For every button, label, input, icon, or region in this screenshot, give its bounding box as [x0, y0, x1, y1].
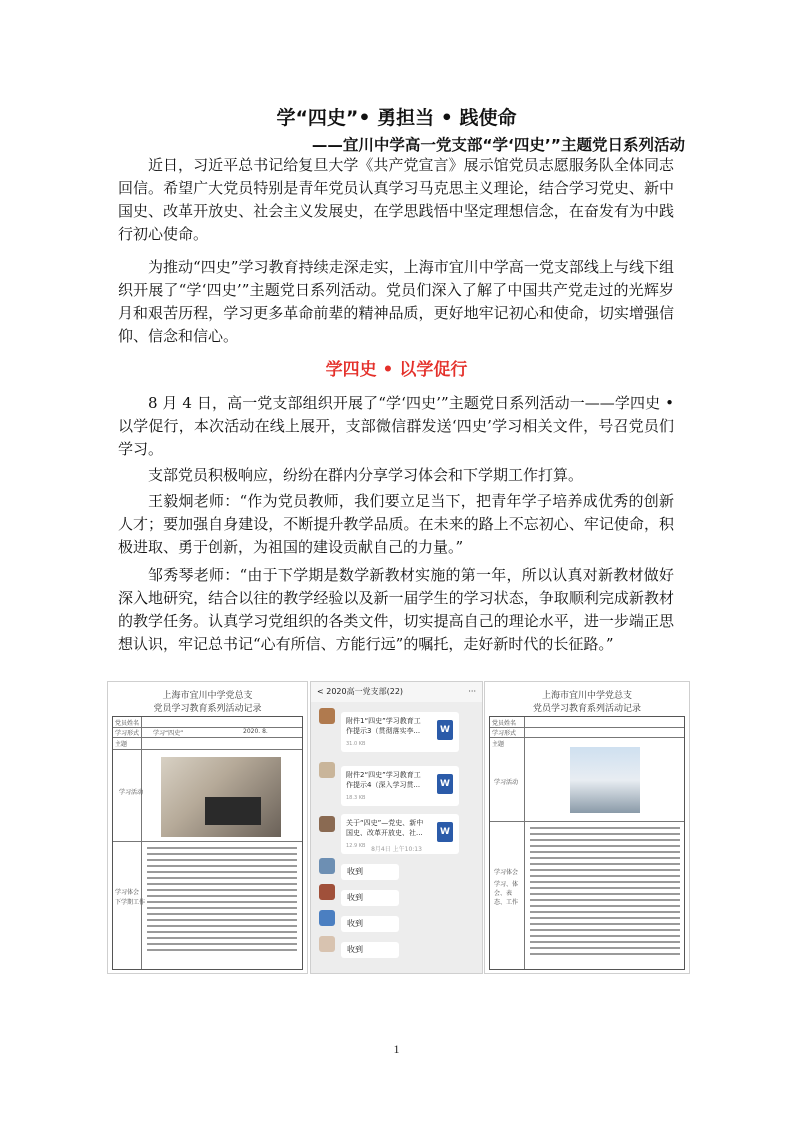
record-header-1: 上海市宜川中学党总支 — [162, 691, 253, 701]
word-file-icon: W — [437, 822, 453, 842]
activity-record-image-1 — [107, 681, 308, 974]
avatar — [319, 910, 335, 926]
avatar — [319, 762, 335, 778]
skyline-photo — [570, 747, 640, 813]
file-size: 31.0 KB — [346, 741, 366, 747]
file-name: 附件1“四史”学习教育工作提示3（贯彻落实李... — [346, 717, 421, 735]
record-header-2: 党员学习教育系列活动记录 — [153, 704, 262, 714]
word-file-icon: W — [437, 774, 453, 794]
cell-reflection-label: 学习体会 — [115, 889, 140, 896]
record-header-2: 党员学习教育系列活动记录 — [532, 704, 641, 714]
activity-paragraph: 8 月 4 日，高一党支部组织开展了“学‘四史’”主题党日系列活动一——学四史 • 以学促行，本次活动在线上展开，支部微信群发送‘四史’学习相关文件，号召党员们学习。 — [118, 394, 674, 458]
reply-message — [319, 884, 479, 910]
reply-bubble: 收到 — [341, 864, 399, 880]
cell-activity-label: 学习活动 — [494, 779, 519, 786]
cell-plan-label: 下学期工作 — [115, 899, 146, 906]
avatar — [319, 816, 335, 832]
text-lines — [530, 827, 680, 959]
chat-title: < 2020高一党支部(22) — [317, 687, 404, 696]
intro-paragraph: 近日，习近平总书记给复旦大学《共产党宣言》展示馆党员志愿服务队全体同志回信。希望广大党员特别是青年党员认真学习马克思主义理论，结合学习党史、新中国史、改革开放史、社会主义发展史，在学思践悟中坚定理想信念，在奋发有为中践行初心使命。 — [118, 156, 674, 243]
word-file-icon: W — [437, 720, 453, 740]
file-size: 12.9 KB — [346, 843, 366, 849]
chat-header — [311, 682, 482, 702]
quote-wang-paragraph: 王毅炯老师：“作为党员教师，我们要立足当下，把青年学子培养成优秀的创新人才；要加强自身建设，不断提升教学品质。在未来的路上不忘初心、牢记使命，积极进取、勇于创新，为祖国的建设贡献自己的力量。” — [118, 492, 674, 556]
record-table — [112, 716, 303, 970]
quote-zou-paragraph: 邹秀琴老师：“由于下学期是数学新教材实施的第一年，所以认真对新教材做好深入地研究，结合以往的教学经验以及新一届学生的学习状态，争取顺利完成新教材的教学任务。认真学习党组织的各类文件，切实提高自己的理论水平，进一步端正思想认识，牢记总书记“心有所信、方能行远”的嘱托，走好新时代的长征路。” — [118, 566, 674, 653]
page-subtitle: ——宜川中学高一党支部“学‘四史’”主题党日系列活动 — [311, 136, 685, 154]
file-bubble — [341, 766, 459, 806]
cell-date-value: 2020. 8. — [243, 728, 268, 735]
response-paragraph: 支部党员积极响应，纷纷在群内分享学习体会和下学期工作打算。 — [148, 466, 584, 484]
cell-topic-label: 主题 — [492, 741, 505, 748]
reply-message — [319, 858, 479, 884]
reply-bubble: 收到 — [341, 942, 399, 958]
file-bubble — [341, 712, 459, 752]
file-message — [319, 762, 479, 818]
laptop-shape — [205, 797, 261, 825]
cell-plan-label: 学习、体会、表态、工作 — [494, 881, 519, 906]
file-message — [319, 708, 479, 764]
text-lines — [147, 847, 297, 955]
cell-activity-label: 学习活动 — [119, 789, 144, 796]
background-paragraph: 为推动“四史”学习教育持续走深走实，上海市宜川中学高一党支部线上与线下组织开展了“学‘四史’”主题党日系列活动。党员们深入了解了中国共产党走过的光辉岁月和艰苦历程，学习更多革命前辈的精神品质，更好地牢记初心和使命，切实增强信仰、信念和信心。 — [118, 258, 674, 345]
reply-message — [319, 936, 479, 962]
reply-bubble: 收到 — [341, 890, 399, 906]
reply-bubble: 收到 — [341, 916, 399, 932]
avatar — [319, 936, 335, 952]
cell-form-value: 学习“四史” — [153, 730, 184, 737]
file-name: 关于“四史”—党史、新中国史、改革开放史、社... — [346, 819, 424, 837]
activity-record-image-2 — [484, 681, 690, 974]
page-number: 1 — [393, 1042, 400, 1056]
record-table — [489, 716, 685, 970]
cell-form-label: 学习形式 — [492, 730, 517, 737]
avatar — [319, 708, 335, 724]
cell-name-label: 党员姓名 — [492, 720, 517, 727]
cell-reflection-label: 学习体会 — [494, 869, 519, 876]
cell-topic-label: 主题 — [115, 741, 128, 748]
page-title: 学“四史”• 勇担当 • 践使命 — [276, 107, 517, 129]
more-icon: ··· — [468, 687, 476, 696]
message-time: 8月4日 上午10:13 — [371, 846, 422, 853]
cell-form-label: 学习形式 — [115, 730, 140, 737]
file-size: 18.3 KB — [346, 795, 366, 801]
section-heading: 学四史 • 以学促行 — [325, 360, 468, 380]
reply-message — [319, 910, 479, 936]
cell-name-label: 党员姓名 — [115, 720, 140, 727]
wechat-group-screenshot — [310, 681, 483, 974]
file-name: 附件2“四史”学习教育工作提示4（深入学习贯... — [346, 771, 421, 789]
avatar — [319, 884, 335, 900]
avatar — [319, 858, 335, 874]
record-header-1: 上海市宜川中学党总支 — [541, 691, 632, 701]
